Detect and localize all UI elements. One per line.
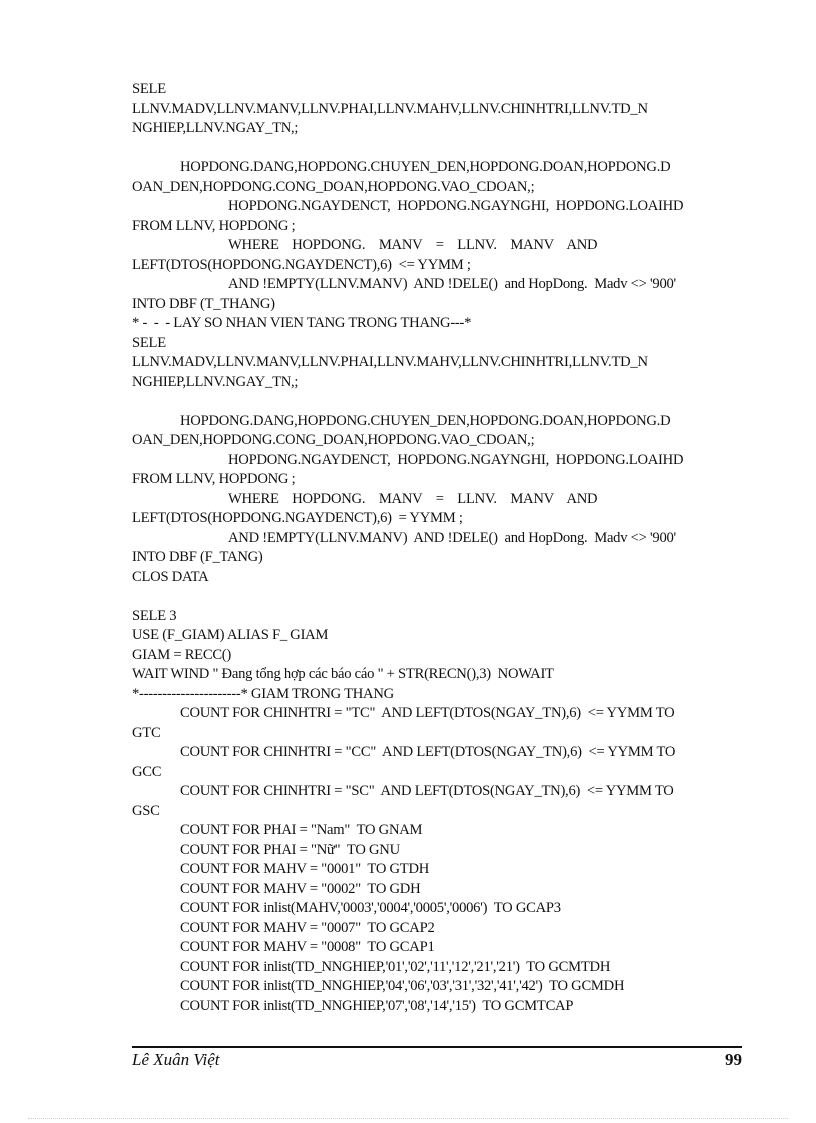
code-line: NGHIEP,LLNV.NGAY_TN,;: [132, 120, 299, 136]
code-listing: [132, 80, 742, 1016]
code-line: WHERE HOPDONG. MANV = LLNV. MANV AND: [228, 237, 598, 253]
code-line: COUNT FOR inlist(TD_NNGHIEP,'04','06','03','31','32','41','42') TO GCMDH: [180, 978, 625, 994]
footer-divider: [132, 1046, 742, 1048]
code-line: AND !EMPTY(LLNV.MANV) AND !DELE() and HopDong. Madv <> '900': [228, 529, 676, 546]
code-line: COUNT FOR MAHV = "0001" TO GTDH: [180, 861, 430, 877]
code-line: HOPDONG.DANG,HOPDONG.CHUYEN_DEN,HOPDONG.DOAN,HOPDONG.D: [180, 412, 671, 429]
code-line: COUNT FOR MAHV = "0002" TO GDH: [180, 880, 421, 897]
code-line: INTO DBF (F_TANG): [132, 549, 263, 565]
code-line: GTC: [132, 724, 161, 741]
code-line: SELE: [132, 81, 166, 97]
comment-line: *----------------------* GIAM TRONG THANG: [132, 685, 394, 702]
code-line: GCC: [132, 763, 162, 780]
code-line: LEFT(DTOS(HOPDONG.NGAYDENCT),6) <= YYMM ;: [132, 256, 471, 273]
code-line: LLNV.MADV,LLNV.MANV,LLNV.PHAI,LLNV.MAHV,LLNV.CHINHTRI,LLNV.TD_N: [132, 354, 648, 370]
blank-line: [132, 587, 742, 607]
comment-line: * - - - LAY SO NHAN VIEN TANG TRONG THANG---*: [132, 315, 472, 331]
code-line: CLOS DATA: [132, 568, 209, 585]
code-line: COUNT FOR CHINHTRI = "CC" AND LEFT(DTOS(NGAY_TN),6) <= YYMM TO: [180, 744, 676, 760]
code-line: WHERE HOPDONG. MANV = LLNV. MANV AND: [228, 490, 598, 507]
code-line: OAN_DEN,HOPDONG.CONG_DOAN,HOPDONG.VAO_CDOAN,;: [132, 432, 535, 448]
code-line: COUNT FOR PHAI = "Nữ" TO GNU: [180, 841, 400, 858]
code-line: COUNT FOR inlist(TD_NNGHIEP,'07','08','14','15') TO GCMTCAP: [180, 997, 574, 1014]
page-number: 99: [725, 1050, 742, 1069]
code-line: COUNT FOR PHAI = "Nam" TO GNAM: [180, 822, 423, 838]
code-line: OAN_DEN,HOPDONG.CONG_DOAN,HOPDONG.VAO_CDOAN,;: [132, 178, 535, 195]
code-line: USE (F_GIAM) ALIAS F_ GIAM: [132, 627, 329, 643]
code-line: FROM LLNV, HOPDONG ;: [132, 217, 296, 234]
page-edge-divider: [28, 1118, 788, 1119]
code-line: COUNT FOR inlist(TD_NNGHIEP,'01','02','11','12','21','21') TO GCMTDH: [180, 958, 611, 975]
code-line: GSC: [132, 802, 160, 819]
code-line: COUNT FOR CHINHTRI = "SC" AND LEFT(DTOS(NGAY_TN),6) <= YYMM TO: [180, 783, 674, 799]
code-line: HOPDONG.NGAYDENCT, HOPDONG.NGAYNGHI, HOPDONG.LOAIHD: [228, 451, 684, 468]
code-line: SELE 3: [132, 607, 177, 624]
code-line: WAIT WIND " Đang tổng hợp các báo cáo " + STR(RECN(),3) NOWAIT: [132, 666, 554, 682]
code-line: COUNT FOR MAHV = "0007" TO GCAP2: [180, 919, 435, 936]
code-line: SELE: [132, 334, 166, 351]
code-line: FROM LLNV, HOPDONG ;: [132, 471, 296, 487]
code-line: LEFT(DTOS(HOPDONG.NGAYDENCT),6) = YYMM ;: [132, 510, 463, 526]
code-line: COUNT FOR MAHV = "0008" TO GCAP1: [180, 939, 435, 955]
code-line: INTO DBF (T_THANG): [132, 295, 275, 312]
code-line: HOPDONG.NGAYDENCT, HOPDONG.NGAYNGHI, HOPDONG.LOAIHD: [228, 198, 684, 214]
blank-line: [132, 392, 742, 412]
code-line: NGHIEP,LLNV.NGAY_TN,;: [132, 373, 299, 390]
footer-author: Lê Xuân Việt: [132, 1050, 220, 1069]
code-line: HOPDONG.DANG,HOPDONG.CHUYEN_DEN,HOPDONG.DOAN,HOPDONG.D: [180, 159, 671, 175]
code-line: COUNT FOR CHINHTRI = "TC" AND LEFT(DTOS(NGAY_TN),6) <= YYMM TO: [180, 705, 675, 721]
code-line: AND !EMPTY(LLNV.MANV) AND !DELE() and HopDong. Madv <> '900': [228, 276, 676, 292]
code-line: COUNT FOR inlist(MAHV,'0003','0004','0005','0006') TO GCAP3: [180, 900, 561, 916]
blank-line: [132, 139, 742, 159]
code-line: GIAM = RECC(): [132, 646, 232, 663]
code-line: LLNV.MADV,LLNV.MANV,LLNV.PHAI,LLNV.MAHV,LLNV.CHINHTRI,LLNV.TD_N: [132, 100, 648, 117]
